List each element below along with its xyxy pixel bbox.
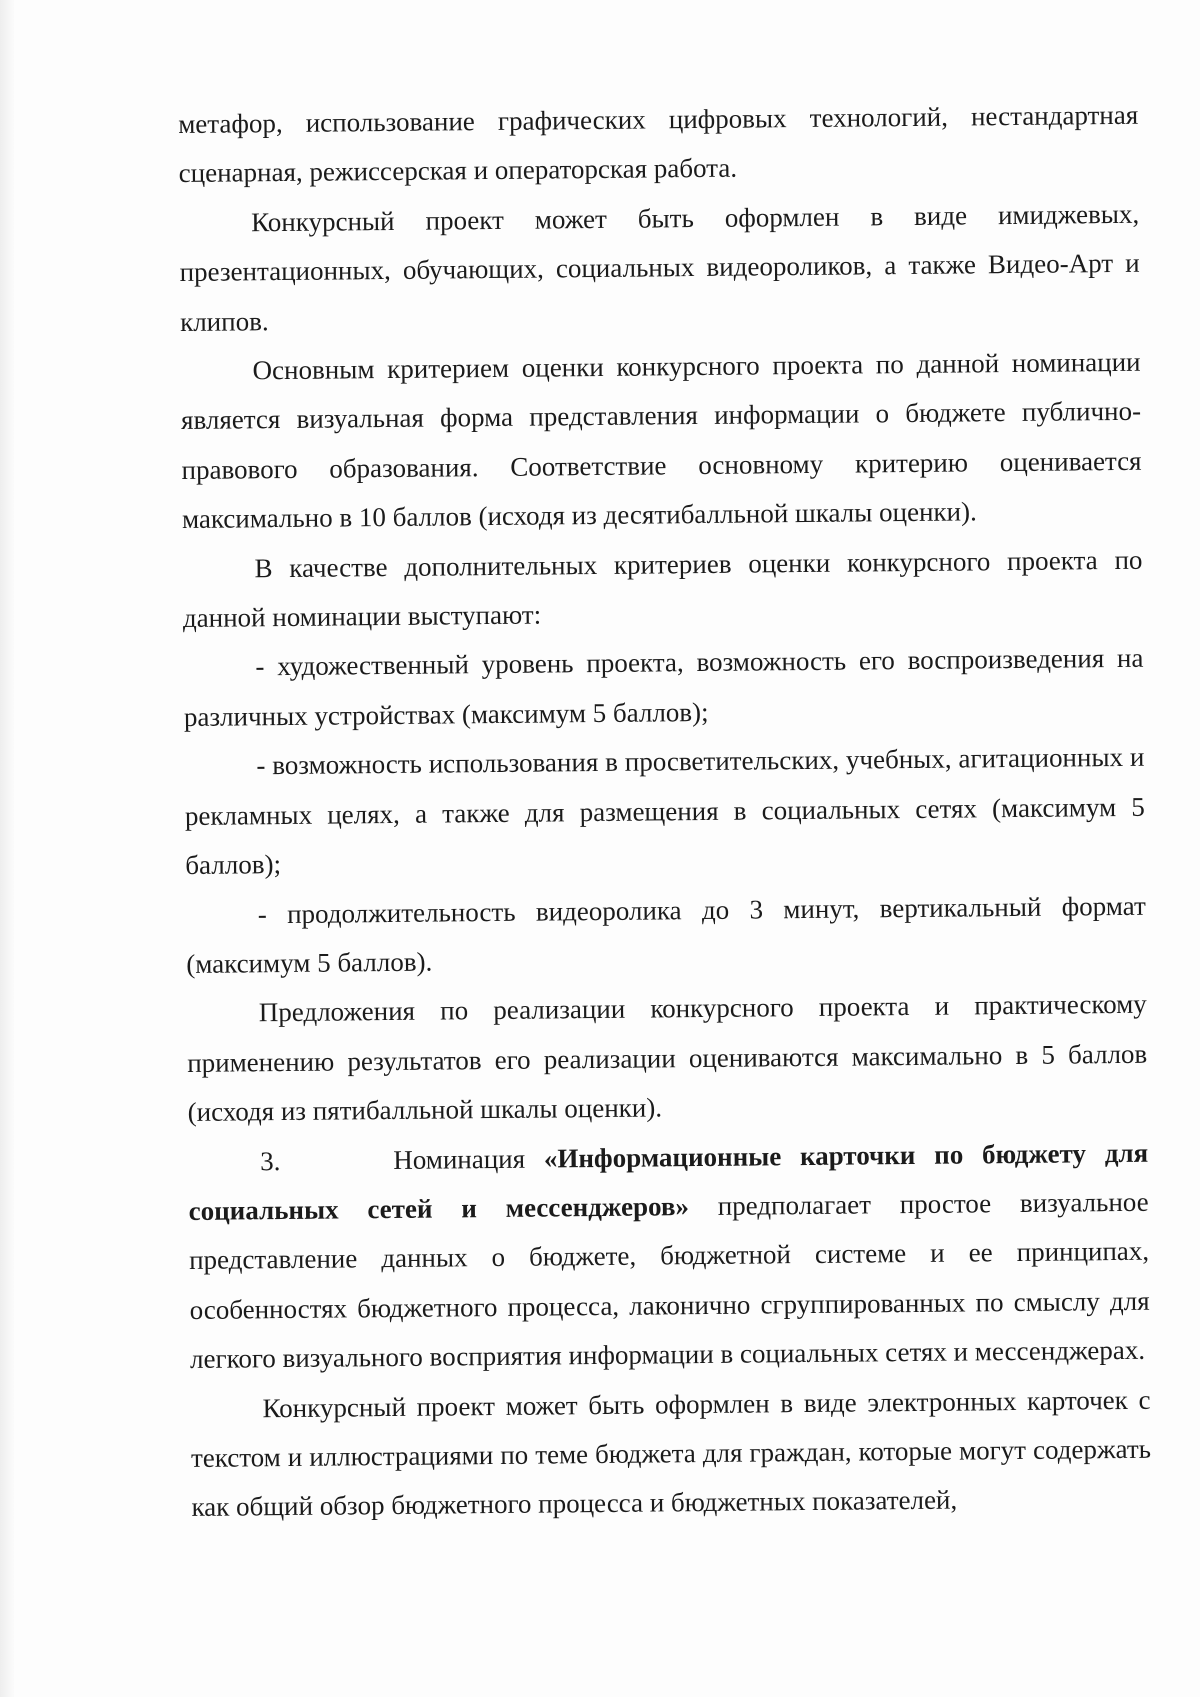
nomination-title: «Информационные карточки по бюджету для социальных сетей и мессенджеров» (188, 1137, 1149, 1226)
scan-edge (0, 0, 14, 1697)
nomination-number: 3. (260, 1145, 281, 1176)
criterion-item-usage: - возможность использования в просветительских, учебных, агитационных и рекламных целях, а также для размещения в социальных сетях (максимум 5 баллов); (184, 742, 1145, 881)
paragraph-main-criterion: Основным критерием оценки конкурсного проекта по данной номинации является визуальная форма представления информации о бюджете публично-правового образования. Соответствие основному критерию оценивается максимально в 10 баллов (исходя из десятибалльной шкалы оценки). (180, 346, 1142, 535)
criterion-item-duration: - продолжительность видеоролика до 3 минут, вертикальный формат (максимум 5 баллов). (186, 890, 1146, 979)
paragraph-proposals: Предложения по реализации конкурсного проекта и практическому применению результатов его реализации оцениваются максимально в 5 баллов (исходя из пятибалльной шкалы оценки). (187, 989, 1148, 1128)
paragraph-project-forms: Конкурсный проект может быть оформлен в виде имиджевых, презентационных, обучающих, социальных видеороликов, а также Видео-Арт и клипов. (179, 198, 1140, 337)
paragraph-additional-criteria: В качестве дополнительных критериев оценки конкурсного проекта по данной номинации выступают: (182, 544, 1143, 634)
criterion-item-artistic-level: - художественный уровень проекта, возможность его воспроизведения на различных устройствах (максимум 5 баллов); (183, 643, 1144, 732)
nomination-description: предполагает простое визуальное представление данных о бюджете, бюджетной системе и ее принципах, особенностях бюджетного процесса, лаконично сгруппированных по смыслу для легкого визуального восприятия информации в социальных сетях и мессенджерах. (188, 1186, 1150, 1375)
paragraph-cards-format: Конкурсный проект может быть оформлен в виде электронных карточек с текстом и иллюстрациями по теме бюджета для граждан, которые могут содержать как общий обзор бюджетного процесса и бюджетных показателей, (190, 1384, 1152, 1523)
paragraph-continuation: метафор, использование графических цифровых технологий, нестандартная сценарная, режиссерская и операторская работа. (178, 99, 1139, 189)
document-body (178, 91, 1152, 1533)
paragraph-nomination-3 (188, 1128, 1150, 1384)
nomination-lead: Номинация (393, 1143, 526, 1175)
